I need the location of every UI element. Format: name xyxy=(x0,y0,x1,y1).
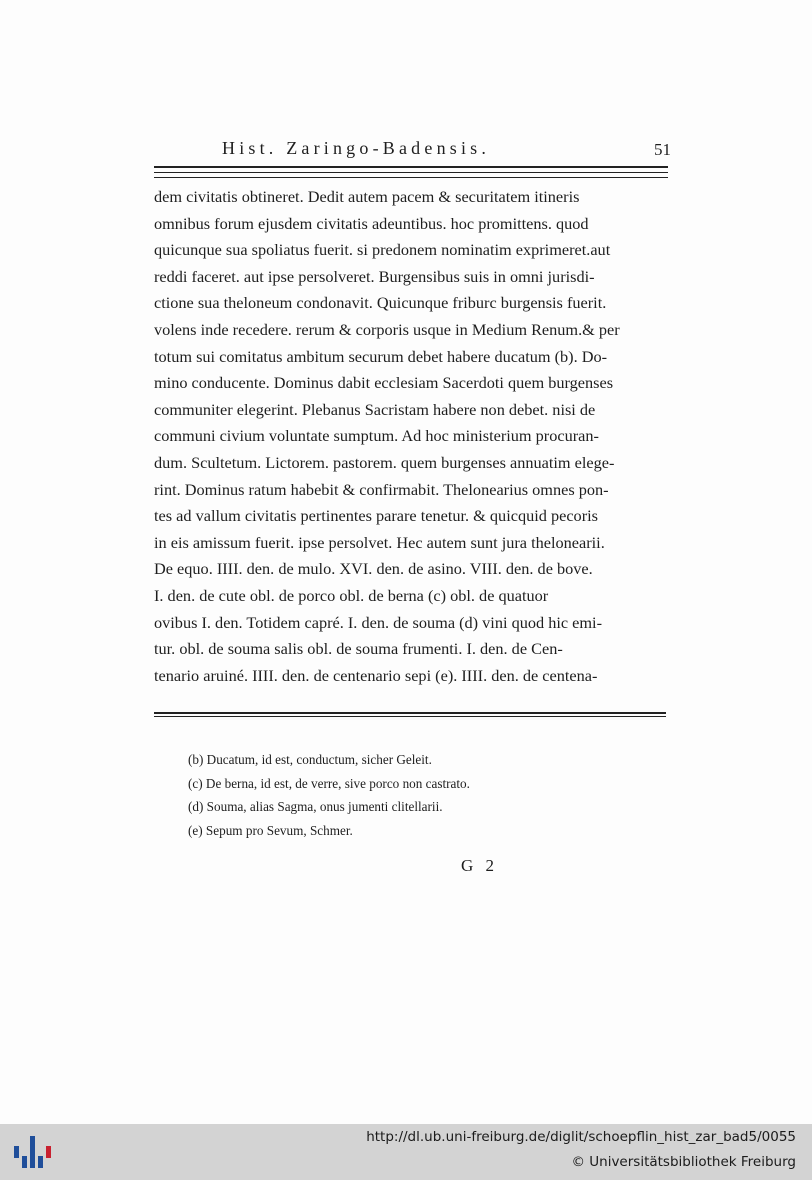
text-line: omnibus forum ejusdem civitatis adeuntibus. hoc promittens. quod xyxy=(154,213,589,233)
text-line: quicunque sua spoliatus fuerit. si predonem nominatim exprimeret.aut xyxy=(154,240,611,260)
footnote: (b) Ducatum, id est, conductum, sicher Geleit. xyxy=(188,752,432,767)
footnote: (c) De berna, id est, de verre, sive porco non castrato. xyxy=(188,775,470,791)
text-line: in eis amissum fuerit. ipse persolvet. Hec autem sunt jura thelonearii. xyxy=(154,532,605,552)
text-line: dum. Scultetum. Lictorem. pastorem. quem burgenses annuatim elege- xyxy=(154,452,615,472)
page-number: 51 xyxy=(654,140,671,159)
text-line: tur. obl. de souma salis obl. de souma frumenti. I. den. de Cen- xyxy=(154,639,563,659)
text-line: I. den. de cute obl. de porco obl. de berna (c) obl. de quatuor xyxy=(154,585,549,605)
footnotes xyxy=(188,748,668,842)
header-rule xyxy=(154,166,668,168)
text-line: communi civium voluntate sumptum. Ad hoc ministerium procuran- xyxy=(154,426,599,446)
body-text xyxy=(154,184,674,689)
text-line: ovibus I. den. Totidem capré. I. den. de souma (d) vini quod hic emi- xyxy=(154,612,602,632)
text-line: totum sui comitatus ambitum securum debet habere ducatum (b). Do- xyxy=(154,346,608,366)
text-line: tes ad vallum civitatis pertinentes parare tenetur. & quicquid pecoris xyxy=(154,506,598,526)
header-rule xyxy=(154,172,668,173)
running-head: Hist. Zaringo-Badensis. xyxy=(222,138,491,158)
text-line: rint. Dominus ratum habebit & confirmabit. Thelonearius omnes pon- xyxy=(154,479,609,499)
permalink-url[interactable]: http://dl.ub.uni-freiburg.de/diglit/schoepflin_hist_zar_bad5/0055 xyxy=(366,1129,796,1145)
text-line: mino conducente. Dominus dabit ecclesiam Sacerdoti quem burgenses xyxy=(154,373,614,393)
text-line: reddi faceret. aut ipse persolveret. Burgensibus suis in omni jurisdi- xyxy=(154,266,595,286)
footnote: (e) Sepum pro Sevum, Schmer. xyxy=(188,822,353,838)
footnote-rule xyxy=(154,712,666,714)
text-line: communiter elegerint. Plebanus Sacristam habere non debet. nisi de xyxy=(154,399,596,419)
text-line: tenario aruiné. IIII. den. de centenario sepi (e). IIII. den. de centena- xyxy=(154,665,598,685)
footnote-rule xyxy=(154,716,666,717)
text-line: ctione sua theloneum condonavit. Quicunque friburc burgensis fuerit. xyxy=(154,293,607,313)
header-rule xyxy=(154,177,668,178)
ub-freiburg-logo-icon[interactable] xyxy=(12,1132,52,1172)
copyright-notice: © Universitätsbibliothek Freiburg xyxy=(571,1154,796,1170)
text-line: volens inde recedere. rerum & corporis usque in Medium Renum.& per xyxy=(154,319,620,339)
viewer-footer xyxy=(0,1124,812,1180)
footnote: (d) Souma, alias Sagma, onus jumenti clitellarii. xyxy=(188,799,443,814)
signature-mark: G 2 xyxy=(461,856,499,875)
text-line: De equo. IIII. den. de mulo. XVI. den. de asino. VIII. den. de bove. xyxy=(154,559,593,579)
text-line: dem civitatis obtineret. Dedit autem pacem & securitatem itineris xyxy=(154,187,580,206)
